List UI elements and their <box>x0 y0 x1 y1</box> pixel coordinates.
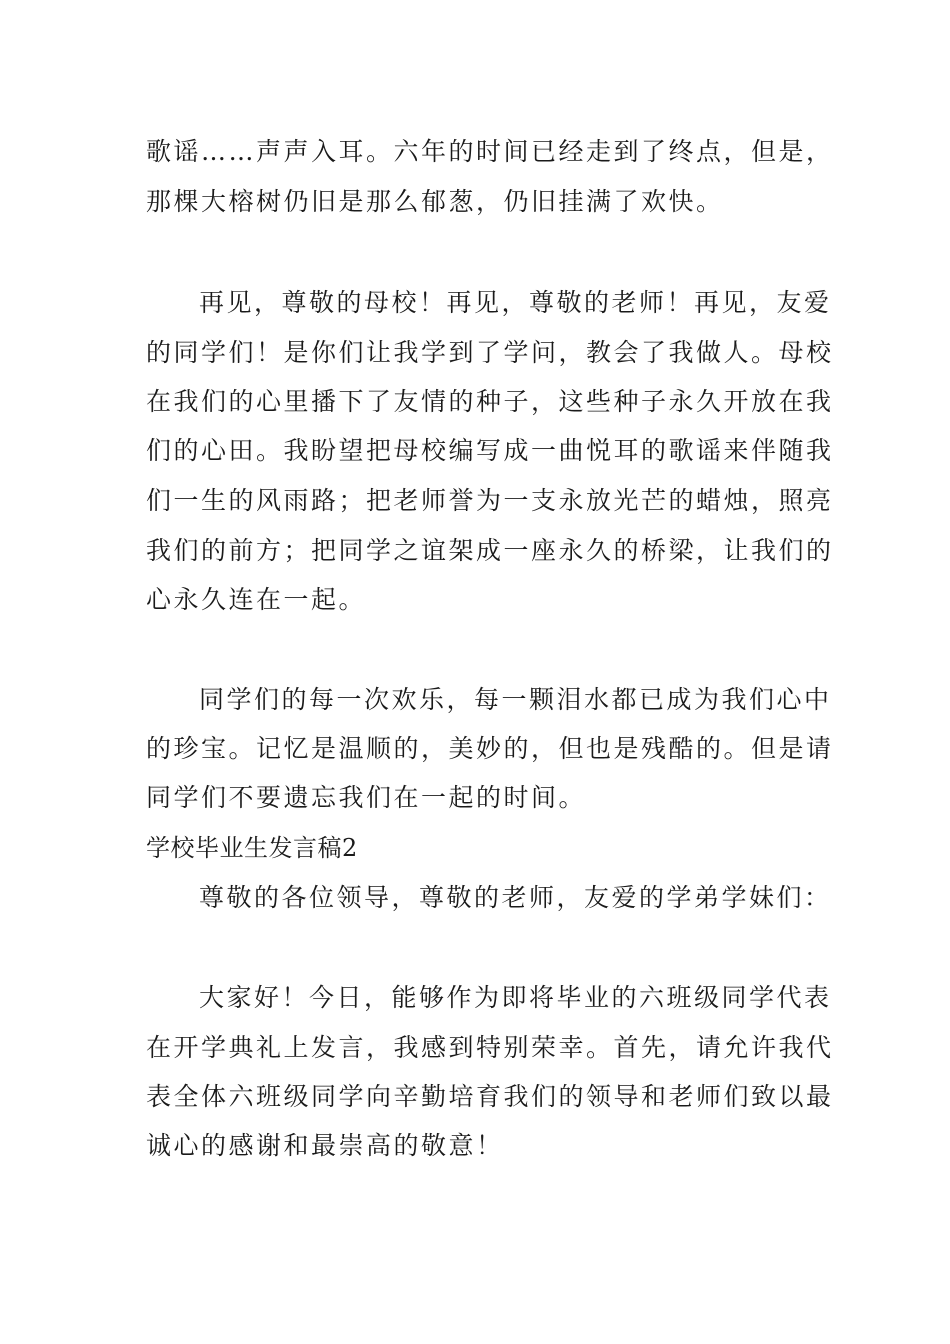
paragraph-1-line-2: 那棵大榕树仍旧是那么郁葱，仍旧挂满了欢快。 <box>146 187 724 216</box>
paragraph-4-line-4: 诚心的感谢和最崇高的敬意！ <box>146 1131 504 1160</box>
paragraph-1-line-1: 歌谣……声声入耳。六年的时间已经走到了终点，但是， <box>146 137 834 166</box>
paragraph-4-line-2: 在开学典礼上发言，我感到特别荣幸。首先，请允许我代 <box>146 1033 834 1062</box>
salutation: 尊敬的各位领导，尊敬的老师，友爱的学弟学妹们： <box>199 883 832 912</box>
paragraph-2-line-4: 们的心田。我盼望把母校编写成一曲悦耳的歌谣来伴随我 <box>146 436 834 465</box>
paragraph-2-line-2: 的同学们！是你们让我学到了学问，教会了我做人。母校 <box>146 338 834 367</box>
paragraph-3-line-1: 同学们的每一次欢乐，每一颗泪水都已成为我们心中 <box>199 685 832 714</box>
paragraph-2-line-6: 我们的前方；把同学之谊架成一座永久的桥梁，让我们的 <box>146 536 834 565</box>
paragraph-2-line-7: 心永久连在一起。 <box>146 585 367 614</box>
paragraph-3-line-3: 同学们不要遗忘我们在一起的时间。 <box>146 783 587 812</box>
paragraph-3-line-2: 的珍宝。记忆是温顺的，美妙的，但也是残酷的。但是请 <box>146 734 834 763</box>
paragraph-4-line-1: 大家好！今日，能够作为即将毕业的六班级同学代表 <box>199 983 832 1012</box>
paragraph-2-line-1: 再见，尊敬的母校！再见，尊敬的老师！再见，友爱 <box>199 288 832 317</box>
paragraph-4-line-3: 表全体六班级同学向辛勤培育我们的领导和老师们致以最 <box>146 1082 834 1111</box>
section-heading: 学校毕业生发言稿2 <box>146 834 358 862</box>
paragraph-2-line-3: 在我们的心里播下了友情的种子，这些种子永久开放在我 <box>146 387 834 416</box>
paragraph-2-line-5: 们一生的风雨路；把老师誉为一支永放光芒的蜡烛，照亮 <box>146 486 834 515</box>
